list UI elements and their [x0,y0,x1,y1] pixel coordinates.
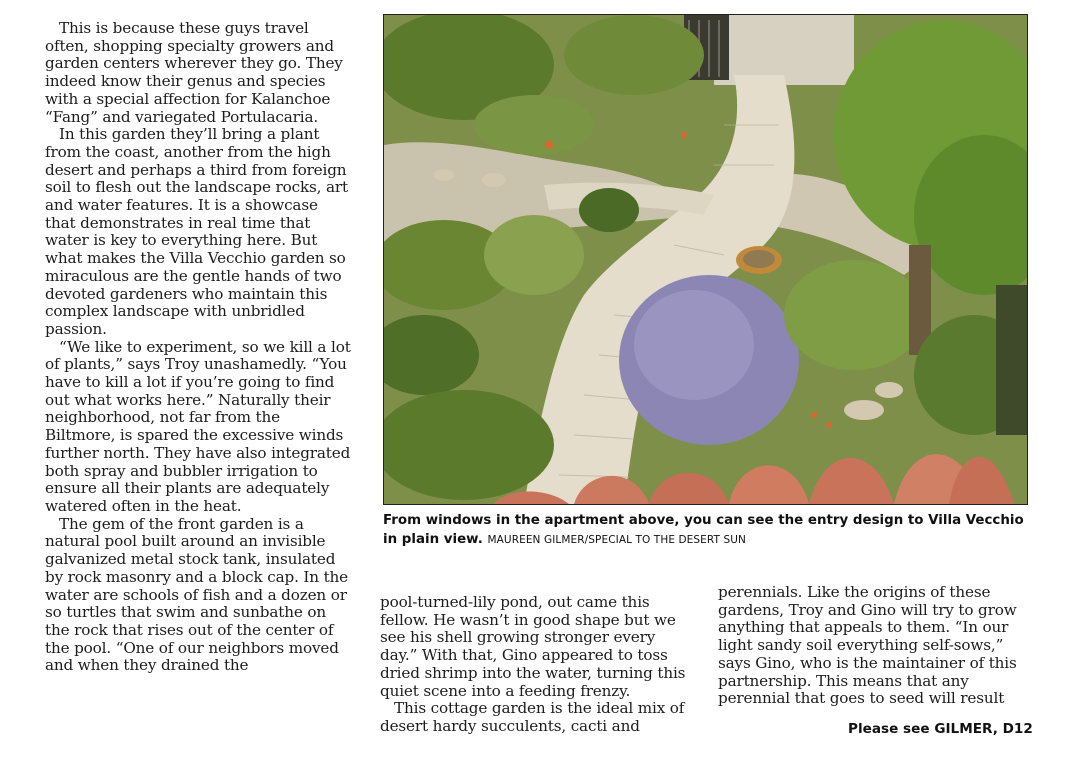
article-column-3 [718,584,1036,708]
photo-credit: MAUREEN GILMER/SPECIAL TO THE DESERT SUN [487,534,746,546]
garden-photo [383,14,1028,505]
paragraph: perennials. Like the origins of these gardens, Troy and Gino will try to grow anything that appeals to them. “In our light sandy soil everything self-sows,” says Gino, who is the maintainer of this partnership. This means that any perennial that goes to seed will result [718,583,1017,708]
paragraph: In this garden they’ll bring a plant from the coast, another from the high desert and perhaps a third from foreign soil to flesh out the landscape rocks, art and water features. It is a showcase that demonstrates in real time that water is key to everything here. But what makes the Villa Vecchio garden so miraculous are the gentle hands of two devoted gardeners who maintain this complex landscape with unbridled passion. [45,125,348,338]
photo-caption [383,511,1033,550]
caption-text: From windows in the apartment above, you can see the entry design to Villa Vecchio in plain view. [383,513,1024,547]
paragraph: “We like to experiment, so we kill a lot of plants,” says Troy unashamedly. “You have to kill a lot if you’re going to find out what works here.” Naturally their neighborhood, not far from the Biltmore, is spared the excessive winds further north. They have also integrated both spray and bubbler irrigation to ensure all their plants are adequately watered often in the heat. [45,337,351,515]
article-column-2 [380,594,696,736]
continued-on-line: Please see GILMER, D12 [848,721,1033,737]
paragraph: This cottage garden is the ideal mix of desert hardy succulents, cacti and [380,699,685,735]
paragraph: The gem of the front garden is a natural pool built around an invisible galvanized metal stock tank, insulated by rock masonry and a block cap. In the water are schools of fish and a dozen or so turtles that swim and sunbathe on the rock that rises out of the center of the pool. “One of our neighbors moved and when they drained the [45,514,349,675]
paragraph: This is because these guys travel often, shopping specialty growers and garden centers wherever they go. They indeed know their genus and species with a special affection for Kalanchoe “Fang” and variegated Portulacaria. [45,19,343,126]
paragraph: pool-turned-lily pond, out came this fellow. He wasn’t in good shape but we see his shell growing stronger every day.” With that, Gino appeared to toss dried shrimp into the water, turning this quiet scene into a feeding frenzy. [380,593,686,700]
article-column-1 [45,20,351,675]
